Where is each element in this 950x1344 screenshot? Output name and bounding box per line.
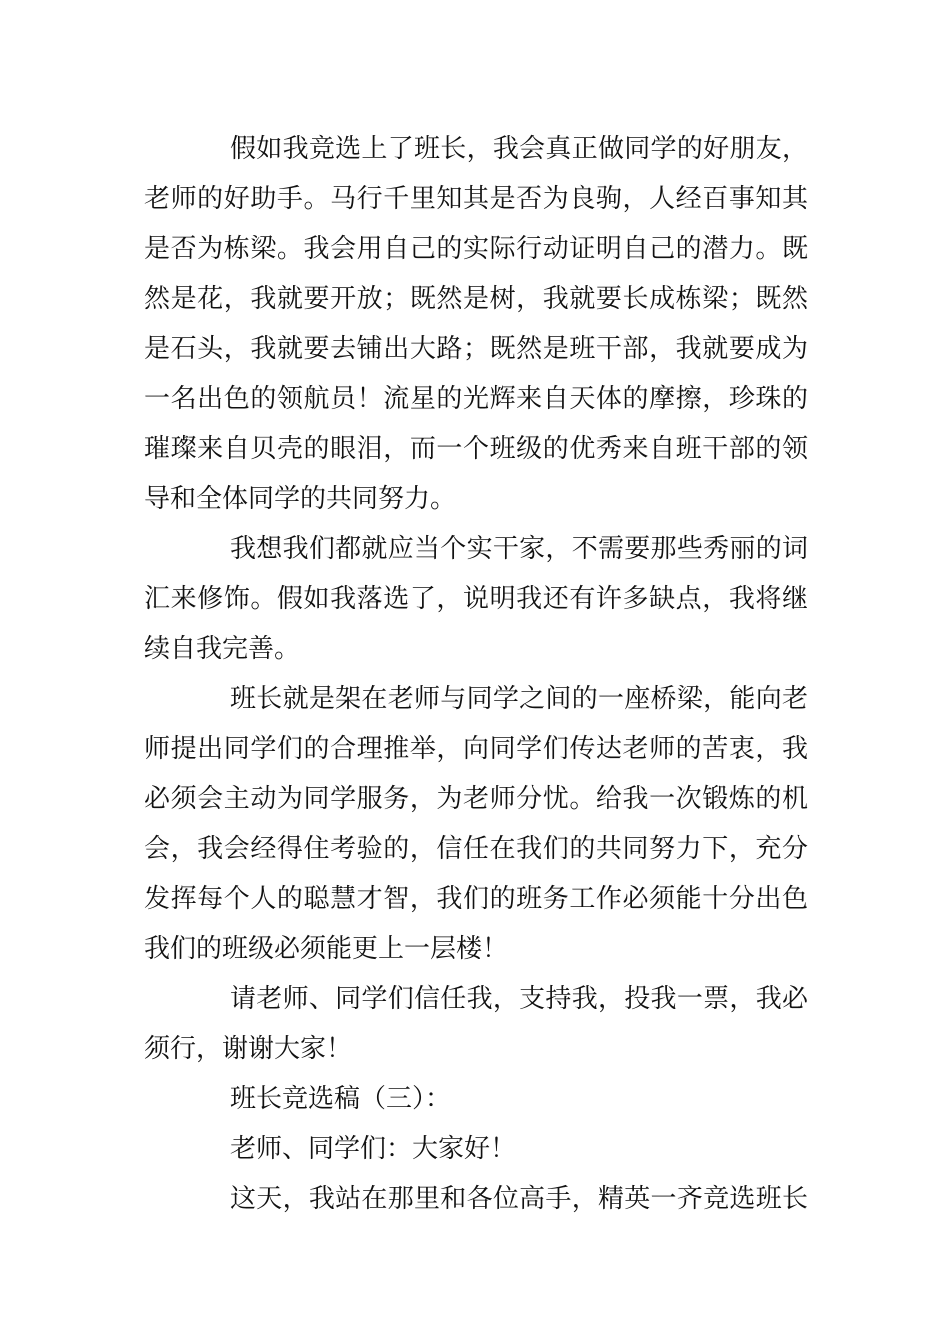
text-line: 必须会主动为同学服务，为老师分忧。给我一次锻炼的机: [144, 784, 808, 814]
paragraph-2: [144, 524, 808, 674]
document-body: [144, 124, 808, 1224]
text-line: 我们的班级必须能更上一层楼！: [144, 934, 509, 964]
text-line: 师提出同学们的合理推举，向同学们传达老师的苦衷，我: [144, 734, 808, 764]
text-line: 是否为栋梁。我会用自己的实际行动证明自己的潜力。既: [144, 234, 808, 264]
text-line: 一名出色的领航员！流星的光辉来自天体的摩擦，珍珠的: [144, 384, 808, 414]
text-line: 发挥每个人的聪慧才智，我们的班务工作必须能十分出色: [144, 884, 808, 914]
text-line: 汇来修饰。假如我落选了，说明我还有许多缺点，我将继: [144, 584, 808, 614]
paragraph-4: [144, 974, 808, 1074]
text-line: 是石头，我就要去铺出大路；既然是班干部，我就要成为: [144, 334, 808, 364]
text-line: 假如我竞选上了班长，我会真正做同学的好朋友，: [230, 134, 808, 164]
greeting: [144, 1124, 808, 1174]
text-line: 我想我们都就应当个实干家，不需要那些秀丽的词: [230, 534, 808, 564]
paragraph-3: [144, 674, 808, 974]
text-line: 这天，我站在那里和各位高手，精英一齐竞选班长: [230, 1184, 808, 1214]
text-line: 璀璨来自贝壳的眼泪，而一个班级的优秀来自班干部的领: [144, 434, 808, 464]
heading-line: 班长竞选稿（三）：: [230, 1084, 452, 1114]
text-line: 老师的好助手。马行千里知其是否为良驹，人经百事知其: [144, 184, 808, 214]
text-line: 导和全体同学的共同努力。: [144, 484, 457, 514]
paragraph-1: [144, 124, 808, 524]
paragraph-7: [144, 1174, 808, 1224]
text-line: 然是花，我就要开放；既然是树，我就要长成栋梁；既然: [144, 284, 808, 314]
text-line: 续自我完善。: [144, 634, 301, 664]
text-line: 须行，谢谢大家！: [144, 1034, 353, 1064]
text-line: 请老师、同学们信任我，支持我，投我一票，我必: [230, 984, 808, 1014]
text-line: 班长就是架在老师与同学之间的一座桥梁，能向老: [230, 684, 808, 714]
text-line: 会，我会经得住考验的，信任在我们的共同努力下，充分: [144, 834, 808, 864]
section-heading: [144, 1074, 808, 1124]
greeting-line: 老师、同学们：大家好！: [230, 1134, 517, 1164]
